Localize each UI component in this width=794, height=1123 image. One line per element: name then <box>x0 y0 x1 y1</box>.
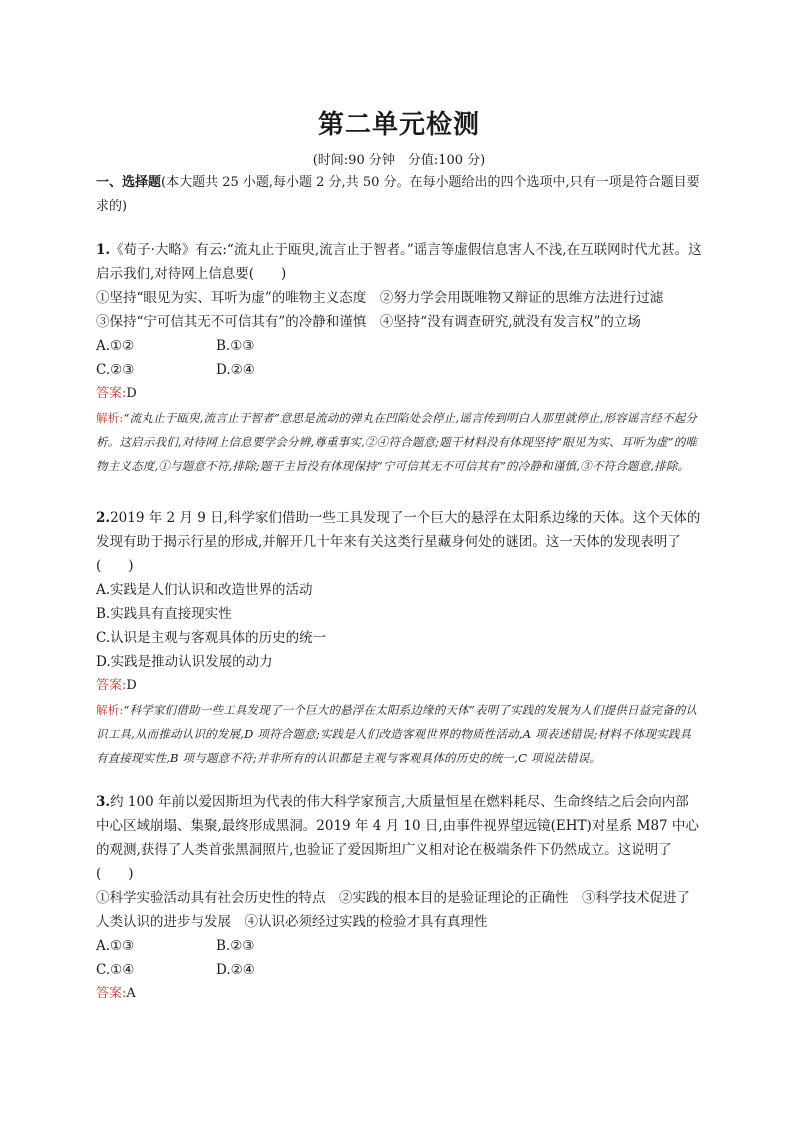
answer-line: 答案:D <box>96 386 137 401</box>
choice-c: C.①④ <box>96 962 135 978</box>
choice-d: D.②④ <box>216 362 255 378</box>
question-1 <box>96 238 702 478</box>
choice-b: B.实践具有直接现实性 <box>96 606 232 622</box>
answer-line: 答案:D <box>96 678 137 693</box>
section-header <box>96 171 702 219</box>
analysis-text: 解析:“流丸止于瓯臾,流言止于智者”意思是流动的弹丸在凹陷处会停止,谣言传到明白人那里就停止,形容谣言经不起分析。这启示我们,对待网上信息要学会分辨,尊重事实,②④符合题意;题干材料没有体现坚持“眼见为实、耳听为虚”的唯物主义态度,①与题意不符,排除;题干主旨没有体现保持“宁可信其无不可信其有”的冷静和谨慎,③不符合题意,排除。 <box>96 411 698 473</box>
choice-row <box>96 958 702 982</box>
choice-c: C.②③ <box>96 362 135 378</box>
statement-block: ①科学实验活动具有社会历史性的特点 ②实践的根本目的是验证理论的正确性 ③科学技术促进了人类认识的进步与发展 ④认识必须经过实践的检验才具有真理性 <box>96 890 690 930</box>
exam-meta: (时间:90 分钟 分值:100 分) <box>312 153 486 168</box>
choice-d: D.实践是推动认识发展的动力 <box>96 654 273 670</box>
question-stem: 1.《荀子·大略》有云:“流丸止于瓯臾,流言止于智者。”谣言等虚假信息害人不浅,在互联网时代尤甚。这启示我们,对待网上信息要( ) <box>96 242 702 282</box>
question-2 <box>96 506 702 770</box>
choice-row <box>96 334 702 358</box>
section-heading: 一、选择题 <box>96 175 162 190</box>
statement-line: ③保持“宁可信其无不可信其有”的冷静和谨慎 ④坚持“没有调查研究,就没有发言权”的立场 <box>96 314 641 330</box>
page-title: 第二单元检测 <box>317 110 480 140</box>
answer-line: 答案:A <box>96 986 136 1001</box>
section-instructions: (本大题共 25 小题,每小题 2 分,共 50 分。在每小题给出的四个选项中,只有一项是符合题目要求的) <box>96 175 700 214</box>
choice-c: C.认识是主观与客观具体的历史的统一 <box>96 630 327 646</box>
statement-line: ①坚持“眼见为实、耳听为虚”的唯物主义态度 ②努力学会用既唯物又辩证的思维方法进行过滤 <box>96 290 664 306</box>
choice-a: A.①③ <box>96 938 135 954</box>
choice-a: A.①② <box>96 338 135 354</box>
choice-row <box>96 358 702 382</box>
choice-b: B.①③ <box>216 338 255 354</box>
question-stem: 3.约 100 年前以爱因斯坦为代表的伟大科学家预言,大质量恒星在燃料耗尽、生命终结之后会向内部中心区域崩塌、集聚,最终形成黑洞。2019 年 4 月 10 日,由事件视界望远镜(EHT)对星系 M87 中心的观测,获得了人类首张黑洞照片,也验证了爱因斯坦广义相对论在极端条件下仍然成立。这说明了( ) <box>96 794 699 882</box>
choice-b: B.②③ <box>216 938 255 954</box>
question-3 <box>96 790 702 1006</box>
question-stem: 2.2019 年 2 月 9 日,科学家们借助一些工具发现了一个巨大的悬浮在太阳系边缘的天体。这个天体的发现有助于揭示行星的形成,并解开几十年来有关这类行星藏身何处的谜团。这一天体的发现表明了( ) <box>96 510 701 574</box>
choice-a: A.实践是人们认识和改造世界的活动 <box>96 582 313 598</box>
choice-d: D.②④ <box>216 962 255 978</box>
choice-row <box>96 934 702 958</box>
analysis-text: 解析:“科学家们借助一些工具发现了一个巨大的悬浮在太阳系边缘的天体”表明了实践的发展为人们提供日益完备的认识工具,从而推动认识的发展,D 项符合题意;实践是人们改造客观世界的物质性活动,A 项表述错误;材料不体现实践具有直接现实性,B 项与题意不符;并非所有的认识都是主观与客观具体的历史的统一,C 项说法错误。 <box>96 703 698 765</box>
